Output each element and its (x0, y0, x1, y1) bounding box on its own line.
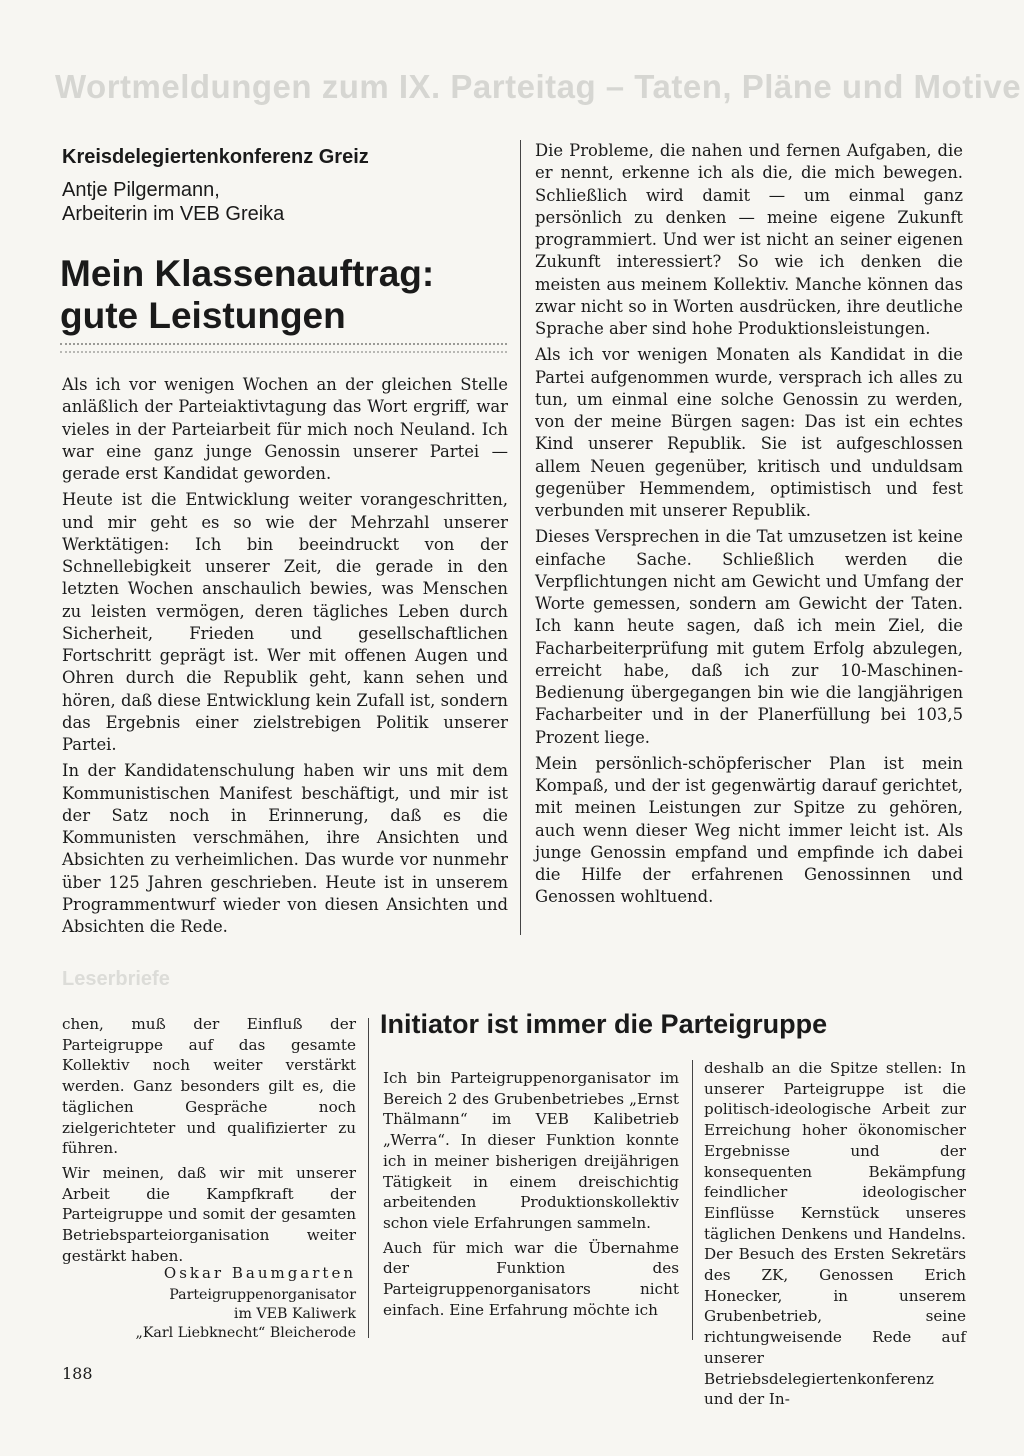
page-header: Wortmeldungen zum IX. Parteitag – Taten, Pläne und Motive (55, 68, 1022, 105)
signature-role: im VEB Kaliwerk (233, 1306, 356, 1322)
article-paragraph: Auch für mich war die Übernahme der Funktion des Parteigruppenorganisators nicht einfach. Eine Erfahrung möchte ich (383, 1238, 679, 1319)
article-paragraph: Als ich vor wenigen Wochen an der gleichen Stelle anläßlich der Parteiaktivtagung das Wort ergriff, war vieles in der Parteiarbeit für mich noch Neuland. Ich war eine ganz junge Genossin unserer Partei — gerade erst Kandidat geworden. (62, 375, 508, 483)
article2-column-2 (704, 1058, 966, 1409)
letter-paragraph: Wir meinen, daß wir mit unserer Arbeit die Kampfkraft der Parteigruppe und somit der gesamten Betriebsparteiorganisation weiter gestärkt haben. (62, 1163, 356, 1265)
signature-name: Oskar Baumgarten (163, 1264, 356, 1282)
article-paragraph: Ich bin Parteigruppenorganisator im Bereich 2 des Grubenbetriebes „Ernst Thälmann“ im VEB Kalibetrieb „Werra“. In dieser Funktion konnte ich in meiner bisherigen dreijährigen Tätigkeit in einem dreischichtig arbeitenden Produktionskollektiv schon viele Erfahrungen sammeln. (383, 1069, 679, 1232)
article-paragraph: Die Probleme, die nahen und fernen Aufgaben, die er nennt, erkenne ich als die, die mich bewegen. Schließlich wird damit — um einmal ganz persönlich zu denken — meine eigene Zukunft programmiert. Und wer ist nicht an seiner eigenen Zukunft interessiert? So wie ich denken die meisten aus meinem Kollektiv. Manche können das zwar nicht so in Worten ausdrücken, ihre deutliche Sprache aber sind hohe Produktionsleistungen. (535, 141, 963, 338)
article-kicker: Kreisdelegiertenkonferenz Greiz (62, 146, 369, 168)
letter-paragraph: chen, muß der Einfluß der Parteigruppe auf das gesamte Kollektiv noch weiter verstärkt werden. Ganz besonders gilt es, die täglichen Gespräche noch zielgerichteter und qualifizierter zu führen. (62, 1015, 356, 1158)
article-paragraph: Dieses Versprechen in die Tat umzusetzen ist keine einfache Sache. Schließlich werden die Verpflichtungen nicht am Gewicht und Umfang der Worte gemessen, sondern am Gewicht der Taten. Ich kann heute sagen, daß ich mein Ziel, die Facharbeiterprüfung mit gutem Erfolg abzulegen, erreicht habe, daß ich zur 10-Maschinen-Bedienung übergegangen bin wie die langjährigen Facharbeiter und in der Planerfüllung bei 103,5 Prozent liege. (535, 527, 963, 747)
article-paragraph: deshalb an die Spitze stellen: In unserer Parteigruppe ist die politisch-ideologische Arbeit zur Erreichung hoher ökonomischer Ergebnisse und der konsequenten Bekämpfung feindlicher ideologischer Einflüsse Kernstück unseres täglichen Denkens und Handelns. Der Besuch des Ersten Sekretärs des ZK, Genossen Erich Honecker, in unserem Grubenbetrieb, seine richtungweisende Rede auf unserer Betriebsdelegiertenkonferenz und der In- (704, 1059, 966, 1409)
letter-column (62, 1014, 356, 1265)
author-role: Arbeiterin im VEB Greika (62, 203, 285, 225)
article-paragraph: Als ich vor wenigen Monaten als Kandidat in die Partei aufgenommen wurde, versprach ich alles zu tun, um einmal eine solche Genossin zu werden, von der meine Bürgen sagen: Das ist ein echtes Kind unserer Republik. Sie ist aufgeschlossen allem Neuen gegenüber, kritisch und unduldsam gegenüber Hemmendem, optimistisch und fest verbunden mit unserer Republik. (535, 345, 963, 520)
article-title-line2: gute Leistungen (60, 295, 346, 336)
signature-role: „Karl Liebknecht“ Bleicherode (135, 1325, 356, 1341)
section-label: Leserbriefe (62, 968, 170, 990)
article-paragraph: In der Kandidatenschulung haben wir uns mit dem Kommunistischen Manifest beschäftigt, und mir ist der Satz noch in Erinnerung, daß es die Kommunisten verschmähen, ihre Ansichten und Absichten zu verheimlichen. Das wurde vor nunmehr über 125 Jahren geschrieben. Heute ist in unserem Programmentwurf wieder von diesen Ansichten und Absichten die Rede. (62, 761, 508, 936)
column-divider (368, 1018, 369, 1338)
signature-role: Parteigruppenorganisator (169, 1287, 356, 1303)
article-right-column (535, 140, 963, 930)
column-divider (520, 140, 521, 935)
article-title-line1: Mein Klassenauftrag: (60, 253, 435, 294)
page-number: 188 (62, 1364, 93, 1383)
column-divider (692, 1060, 693, 1340)
article-paragraph: Heute ist die Entwicklung weiter vorangeschritten, und mir geht es so wie der Mehrzahl unserer Werktätigen: Ich bin beeindruckt von der Schnellebigkeit unserer Zeit, die gerade in den letzten Wochen anschaulich bewies, was Menschen zu leisten vermögen, deren tägliches Leben durch Sicherheit, Frieden und gesellschaftlichen Fortschritt geprägt ist. Wer mit offenen Augen und Ohren durch die Republik geht, kann sehen und hören, daß diese Entwicklung kein Zufall ist, sondern das Ergebnis einer zielstrebigen Politik unserer Partei. (62, 490, 508, 754)
author-name: Antje Pilgermann, (62, 179, 220, 201)
title-rule (60, 343, 507, 353)
article2-title: Initiator ist immer die Parteigruppe (380, 1009, 828, 1039)
article-left-column (62, 374, 508, 934)
article2-column-1 (383, 1068, 679, 1340)
article-paragraph: Mein persönlich-schöpferischer Plan ist mein Kompaß, und der ist gegenwärtig darauf gerichtet, mit meinen Leistungen zur Spitze zu gehören, auch wenn dieser Weg nicht immer leicht ist. Als junge Genossin empfand und empfinde ich dabei die Hilfe der erfahrenen Genossinnen und Genossen wohltuend. (535, 753, 963, 907)
